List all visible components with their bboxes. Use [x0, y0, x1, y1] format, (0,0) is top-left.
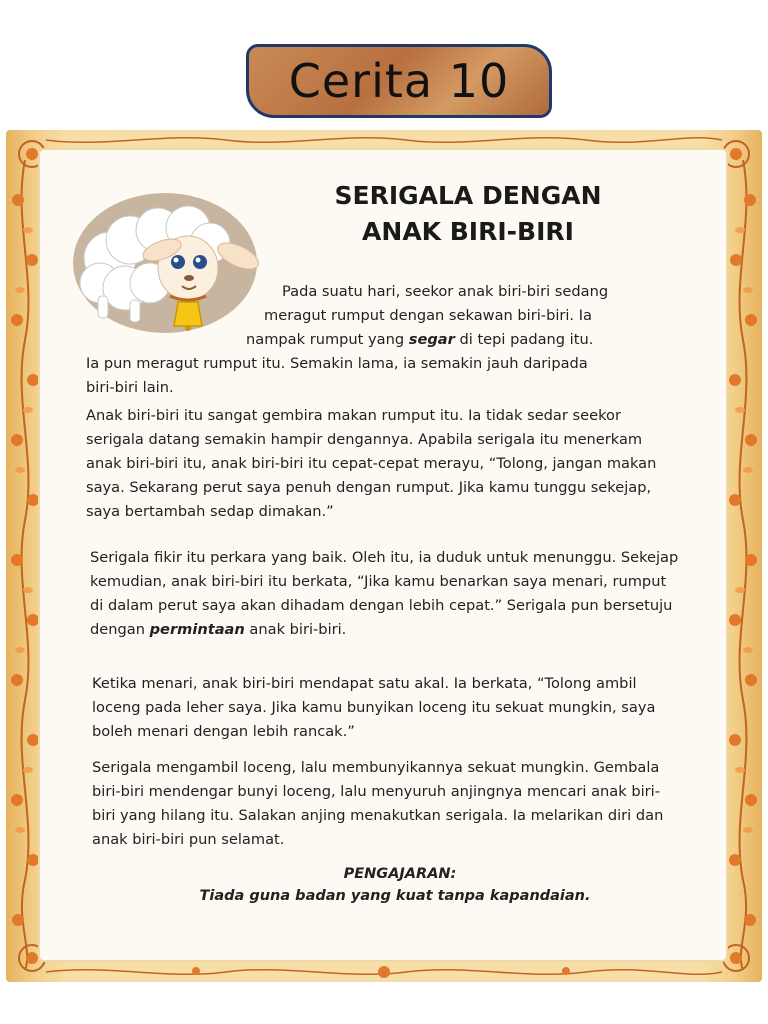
bottom-vine-decoration: [46, 962, 722, 982]
lesson-heading: PENGAJARAN:: [343, 866, 457, 882]
paragraph-1-line: nampak rumput yang segar di tepi padang itu.: [246, 331, 594, 348]
top-vine-decoration: [46, 130, 722, 150]
paragraph-1-line: Pada suatu hari, seekor anak biri-biri sedang: [282, 283, 609, 300]
emphasis-word: segar: [408, 331, 455, 348]
page-title: Cerita 10: [288, 54, 510, 108]
right-vine-decoration: [726, 130, 760, 982]
paragraph-4: Ketika menari, anak biri-biri mendapat satu akal. Ia berkata, “Tolong ambil loceng pada leher saya. Jika kamu bunyikan loceng itu sekuat mungkin, saya boleh menari dengan lebih rancak.”: [92, 675, 656, 740]
paragraph-1: [86, 280, 686, 400]
paragraph-3: Serigala fikir itu perkara yang baik. Oleh itu, ia duduk untuk menunggu. Sekejap kemudian, anak biri-biri itu berkata, “Jika kamu benarkan saya menari, rumput di dalam perut saya akan dihadam dengan lebih cepat.” Serigala pun bersetuju dengan permintaan anak biri-biri.: [90, 549, 679, 638]
paragraph-5: Serigala mengambil loceng, lalu membunyikannya sekuat mungkin. Gembala biri-biri mendengar bunyi loceng, lalu menyuruh anjingnya mencari anak biri-biri yang hilang itu. Salakan anjing menakutkan serigala. Ia melarikan diri dan anak biri-biri pun selamat.: [92, 759, 664, 848]
story-title-line-1: SERIGALA DENGAN: [334, 181, 602, 210]
left-vine-decoration: [8, 130, 42, 982]
title-plaque: [246, 44, 552, 118]
paragraph-1-line: Ia pun meragut rumput itu. Semakin lama, ia semakin jauh daripada: [86, 355, 588, 372]
emphasis-word: permintaan: [149, 621, 245, 638]
story-title-line-2: ANAK BIRI-BIRI: [362, 217, 574, 246]
paragraph-1-line: biri-biri lain.: [86, 379, 174, 396]
story-title: [298, 178, 638, 250]
paragraph-2: Anak biri-biri itu sangat gembira makan rumput itu. Ia tidak sedar seekor serigala datang semakin hampir dengannya. Apabila serigala itu menerkam anak biri-biri itu, anak biri-biri itu cepat-cepat merayu, “Tolong, jangan makan saya. Sekarang perut saya penuh dengan rumput. Jika kamu tunggu sekejap, saya bertambah sedap dimakan.”: [86, 407, 657, 520]
paragraph-1-line: meragut rumput dengan sekawan biri-biri. Ia: [264, 307, 592, 324]
lesson-text: Tiada guna badan yang kuat tanpa kapandaian.: [199, 888, 591, 904]
